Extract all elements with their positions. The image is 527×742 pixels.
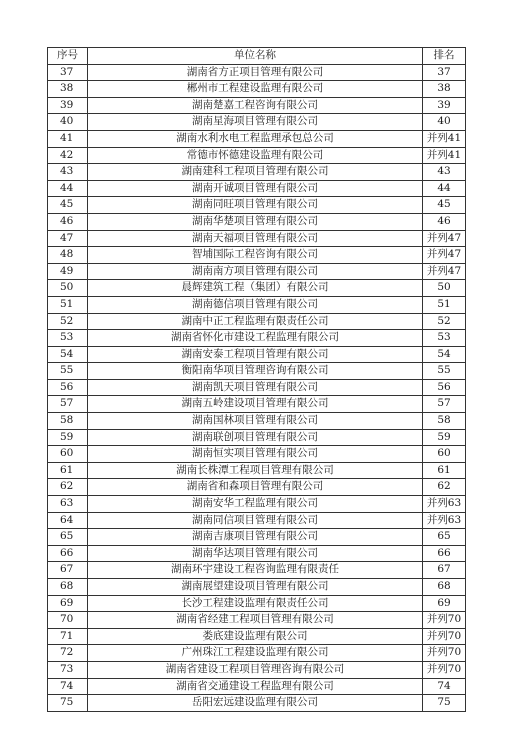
row-index-cell: 56 bbox=[48, 379, 88, 396]
rank-cell: 53 bbox=[423, 330, 466, 347]
row-index-cell: 40 bbox=[48, 114, 88, 131]
company-name-cell: 湖南五岭建设项目管理有限公司 bbox=[88, 396, 423, 413]
rank-cell: 37 bbox=[423, 64, 466, 81]
row-index-cell: 43 bbox=[48, 164, 88, 181]
company-name-cell: 湖南联创项目管理有限公司 bbox=[88, 429, 423, 446]
company-name-cell: 湖南安泰工程项目管理有限公司 bbox=[88, 346, 423, 363]
table-row bbox=[48, 695, 466, 712]
table-row bbox=[48, 645, 466, 662]
table-row bbox=[48, 545, 466, 562]
company-name-cell: 广州珠江工程建设监理有限公司 bbox=[88, 645, 423, 662]
company-name-cell: 湖南环宇建设工程咨询监理有限责任 bbox=[88, 562, 423, 579]
company-name-cell: 湖南南方项目管理有限公司 bbox=[88, 263, 423, 280]
row-index-cell: 73 bbox=[48, 661, 88, 678]
table-row bbox=[48, 661, 466, 678]
rank-cell: 并列70 bbox=[423, 645, 466, 662]
row-index-cell: 45 bbox=[48, 197, 88, 214]
rank-cell: 54 bbox=[423, 346, 466, 363]
rank-cell: 50 bbox=[423, 280, 466, 297]
table-row bbox=[48, 130, 466, 147]
row-index-cell: 68 bbox=[48, 579, 88, 596]
rank-cell: 66 bbox=[423, 545, 466, 562]
company-name-cell: 湖南长株潭工程项目管理有限公司 bbox=[88, 462, 423, 479]
table-row bbox=[48, 296, 466, 313]
table-row bbox=[48, 81, 466, 98]
rank-cell: 57 bbox=[423, 396, 466, 413]
row-index-cell: 38 bbox=[48, 81, 88, 98]
row-index-cell: 52 bbox=[48, 313, 88, 330]
company-name-cell: 湖南楚嘉工程咨询有限公司 bbox=[88, 97, 423, 114]
company-name-cell: 湖南省交通建设工程监理有限公司 bbox=[88, 678, 423, 695]
row-index-cell: 66 bbox=[48, 545, 88, 562]
rank-cell: 51 bbox=[423, 296, 466, 313]
company-name-cell: 湖南德信项目管理有限公司 bbox=[88, 296, 423, 313]
rank-cell: 并列70 bbox=[423, 628, 466, 645]
row-index-cell: 59 bbox=[48, 429, 88, 446]
rank-cell: 74 bbox=[423, 678, 466, 695]
company-name-cell: 湖南安华工程监理有限公司 bbox=[88, 496, 423, 513]
table-row bbox=[48, 263, 466, 280]
table-row bbox=[48, 562, 466, 579]
company-name-cell: 湖南省和森项目管理有限公司 bbox=[88, 479, 423, 496]
table-row bbox=[48, 97, 466, 114]
company-name-cell: 湖南华达项目管理有限公司 bbox=[88, 545, 423, 562]
row-index-cell: 54 bbox=[48, 346, 88, 363]
row-index-cell: 53 bbox=[48, 330, 88, 347]
table-row bbox=[48, 164, 466, 181]
row-index-cell: 62 bbox=[48, 479, 88, 496]
row-index-cell: 57 bbox=[48, 396, 88, 413]
company-name-cell: 晨辉建筑工程（集团）有限公司 bbox=[88, 280, 423, 297]
row-index-cell: 63 bbox=[48, 496, 88, 513]
row-index-cell: 71 bbox=[48, 628, 88, 645]
row-index-cell: 37 bbox=[48, 64, 88, 81]
row-index-cell: 51 bbox=[48, 296, 88, 313]
table-body bbox=[48, 64, 466, 711]
table-row bbox=[48, 363, 466, 380]
company-name-cell: 智埔国际工程咨询有限公司 bbox=[88, 247, 423, 264]
row-index-cell: 74 bbox=[48, 678, 88, 695]
row-index-cell: 39 bbox=[48, 97, 88, 114]
rank-cell: 52 bbox=[423, 313, 466, 330]
table-row bbox=[48, 479, 466, 496]
row-index-cell: 64 bbox=[48, 512, 88, 529]
table-row bbox=[48, 612, 466, 629]
company-name-cell: 湖南省建设工程项目管理咨询有限公司 bbox=[88, 661, 423, 678]
table-row bbox=[48, 678, 466, 695]
table-row bbox=[48, 213, 466, 230]
company-name-cell: 娄底建设监理有限公司 bbox=[88, 628, 423, 645]
row-index-cell: 44 bbox=[48, 180, 88, 197]
company-name-cell: 湖南天福项目管理有限公司 bbox=[88, 230, 423, 247]
table-row bbox=[48, 247, 466, 264]
company-name-cell: 湖南同旺项目管理有限公司 bbox=[88, 197, 423, 214]
row-index-cell: 60 bbox=[48, 446, 88, 463]
row-index-cell: 72 bbox=[48, 645, 88, 662]
company-name-cell: 郴州市工程建设监理有限公司 bbox=[88, 81, 423, 98]
company-name-cell: 湖南凯天项目管理有限公司 bbox=[88, 379, 423, 396]
row-index-cell: 61 bbox=[48, 462, 88, 479]
company-name-cell: 湖南开诚项目管理有限公司 bbox=[88, 180, 423, 197]
rank-cell: 43 bbox=[423, 164, 466, 181]
company-name-cell: 湖南省怀化市建设工程监理有限公司 bbox=[88, 330, 423, 347]
row-index-cell: 75 bbox=[48, 695, 88, 712]
rank-cell: 并列41 bbox=[423, 147, 466, 164]
row-index-cell: 69 bbox=[48, 595, 88, 612]
rank-cell: 61 bbox=[423, 462, 466, 479]
rank-cell: 69 bbox=[423, 595, 466, 612]
rank-cell: 56 bbox=[423, 379, 466, 396]
rank-cell: 65 bbox=[423, 529, 466, 546]
table-row bbox=[48, 330, 466, 347]
rank-cell: 44 bbox=[423, 180, 466, 197]
table-row bbox=[48, 64, 466, 81]
rank-cell: 75 bbox=[423, 695, 466, 712]
column-header-rank: 排名 bbox=[423, 48, 466, 65]
rank-cell: 45 bbox=[423, 197, 466, 214]
rank-cell: 并列70 bbox=[423, 612, 466, 629]
table-row bbox=[48, 280, 466, 297]
table-row bbox=[48, 595, 466, 612]
row-index-cell: 47 bbox=[48, 230, 88, 247]
rank-cell: 39 bbox=[423, 97, 466, 114]
table-row bbox=[48, 462, 466, 479]
rank-cell: 并列41 bbox=[423, 130, 466, 147]
rank-cell: 并列70 bbox=[423, 661, 466, 678]
rank-cell: 并列63 bbox=[423, 512, 466, 529]
table-row bbox=[48, 346, 466, 363]
company-name-cell: 湖南省经建工程项目管理有限公司 bbox=[88, 612, 423, 629]
rank-cell: 67 bbox=[423, 562, 466, 579]
company-name-cell: 湖南省方正项目管理有限公司 bbox=[88, 64, 423, 81]
table-row bbox=[48, 197, 466, 214]
company-name-cell: 常德市怀德建设监理有限公司 bbox=[88, 147, 423, 164]
table-row bbox=[48, 628, 466, 645]
table-row bbox=[48, 579, 466, 596]
rank-cell: 40 bbox=[423, 114, 466, 131]
rank-cell: 并列47 bbox=[423, 263, 466, 280]
table-row bbox=[48, 429, 466, 446]
rank-cell: 58 bbox=[423, 413, 466, 430]
company-name-cell: 衡阳南华项目管理咨询有限公司 bbox=[88, 363, 423, 380]
row-index-cell: 42 bbox=[48, 147, 88, 164]
company-name-cell: 长沙工程建设监理有限责任公司 bbox=[88, 595, 423, 612]
company-name-cell: 湖南恒实项目管理有限公司 bbox=[88, 446, 423, 463]
row-index-cell: 48 bbox=[48, 247, 88, 264]
rank-cell: 并列47 bbox=[423, 247, 466, 264]
table-row bbox=[48, 512, 466, 529]
column-header-index: 序号 bbox=[48, 48, 88, 65]
row-index-cell: 50 bbox=[48, 280, 88, 297]
table-row bbox=[48, 313, 466, 330]
row-index-cell: 46 bbox=[48, 213, 88, 230]
company-name-cell: 湖南同信项目管理有限公司 bbox=[88, 512, 423, 529]
table-row bbox=[48, 379, 466, 396]
company-name-cell: 湖南中正工程监理有限责任公司 bbox=[88, 313, 423, 330]
column-header-name: 单位名称 bbox=[88, 48, 423, 65]
table-row bbox=[48, 396, 466, 413]
row-index-cell: 70 bbox=[48, 612, 88, 629]
rank-cell: 55 bbox=[423, 363, 466, 380]
row-index-cell: 49 bbox=[48, 263, 88, 280]
row-index-cell: 65 bbox=[48, 529, 88, 546]
company-name-cell: 湖南吉康项目管理有限公司 bbox=[88, 529, 423, 546]
company-name-cell: 岳阳宏远建设监理有限公司 bbox=[88, 695, 423, 712]
row-index-cell: 41 bbox=[48, 130, 88, 147]
rank-cell: 68 bbox=[423, 579, 466, 596]
table-header-row bbox=[48, 48, 466, 65]
rank-cell: 并列47 bbox=[423, 230, 466, 247]
row-index-cell: 67 bbox=[48, 562, 88, 579]
rank-cell: 46 bbox=[423, 213, 466, 230]
company-name-cell: 湖南展望建设项目管理有限公司 bbox=[88, 579, 423, 596]
company-name-cell: 湖南水利水电工程监理承包总公司 bbox=[88, 130, 423, 147]
company-name-cell: 湖南建科工程项目管理有限公司 bbox=[88, 164, 423, 181]
row-index-cell: 58 bbox=[48, 413, 88, 430]
row-index-cell: 55 bbox=[48, 363, 88, 380]
ranking-table bbox=[47, 47, 466, 712]
rank-cell: 并列63 bbox=[423, 496, 466, 513]
rank-cell: 62 bbox=[423, 479, 466, 496]
table-row bbox=[48, 413, 466, 430]
rank-cell: 59 bbox=[423, 429, 466, 446]
company-name-cell: 湖南国林项目管理有限公司 bbox=[88, 413, 423, 430]
rank-cell: 38 bbox=[423, 81, 466, 98]
table-row bbox=[48, 496, 466, 513]
table-row bbox=[48, 180, 466, 197]
company-name-cell: 湖南星海项目管理有限公司 bbox=[88, 114, 423, 131]
rank-cell: 60 bbox=[423, 446, 466, 463]
company-name-cell: 湖南华楚项目管理有限公司 bbox=[88, 213, 423, 230]
table-row bbox=[48, 114, 466, 131]
table-row bbox=[48, 446, 466, 463]
table-row bbox=[48, 230, 466, 247]
table-row bbox=[48, 529, 466, 546]
table-row bbox=[48, 147, 466, 164]
